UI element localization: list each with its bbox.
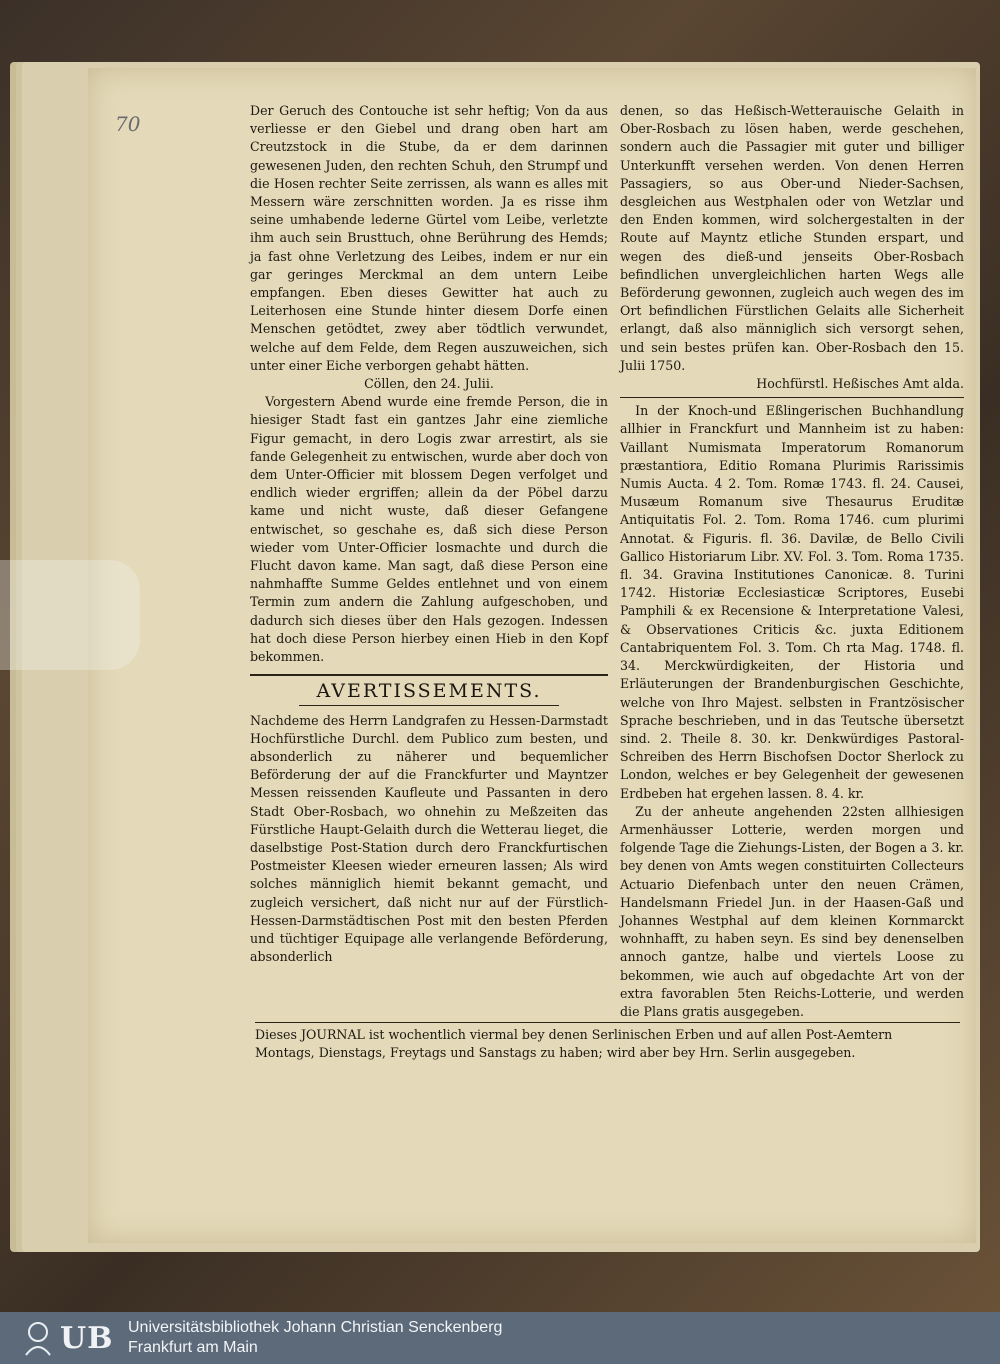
right-paragraph-2: In der Knoch-und Eßlingerischen Buchhandlung allhier in Franckfurt und Mannheim ist zu haben: Vaillant Numismata Imperatorum Romanorum præstantiora, Editio Romana Plurimis Rarissimis Numis Aucta. 4 2. Tom. Romæ 1743. fl. 24. Causei, Musæum Romanum sive Thesaurus Eruditæ Antiquitatis Fol. 2. Tom. Roma 1746. cum plurimi Annotat. & Figuris. fl. 36. Davilæ, de Bello Civili Gallico Historiarum Libr. XV. Fol. 3. Tom. Roma 1735. fl. 34. Gravina Institutiones Canonicæ. 8. Turini 1742. Historiæ Ecclesiasticæ Scriptores, Eusebi Pamphili & ex Recensione & Interpretatione Valesi, & Observationes Criticis &c. juxta Editionem Cantabriquentem Fol. 3. Tom. Ch rta Mag. 1748. fl. 34. Merckwürdigkeiten, der Historia und Erläuterungen der Brandenburgischen Geschichte, welche von Ihro Majest. selbsten in Frantzösischer Sprache beschrieben, und in das Teutsche übersetzt sind. 2. Theile 8. 30. kr. Denkwürdiges Pastoral-Schreiben des Herrn Bischofsen Doctor Sherlock zu London, welches er bey Gelegenheit der gewesenen Erdbeben hat ergehen lassen. 8. 4. kr. <box>620 403 964 801</box>
footer-line-2: Montags, Dienstags, Freytags und Sanstags zu haben; wird aber bey Hrn. Serlin ausgegeben. <box>255 1045 856 1061</box>
banner-text <box>128 1318 502 1358</box>
page-footer <box>255 1022 960 1062</box>
dateline: Cöllen, den 24. Julii. <box>364 376 494 392</box>
logo-text: UB <box>60 1320 114 1356</box>
left-paragraph-2: Vorgestern Abend wurde eine fremde Person, die in hiesiger Stadt fast ein gantzes Jahr eine ziemliche Figur gemacht, in dero Logis zwar arrestirt, als sie fande Gelegenheit zu entwischen, wurde aber doch von dem Unter-Officier mit blossem Degen verfolget und endlich wieder ergriffen; allein da der Pöbel darzu kame und nicht wuste, daß dieser Gefangene entwischet, so geschahe es, daß sich diese Person wieder vom Unter-Officier losmachte und durch die Flucht davon kame. Man sagt, daß diese Person eine nahmhaffte Summe Geldes entlehnet und von einem Termin zum andern die Zahlung aufgeschoben, und dadurch sich dieses über den Hals gezogen. Indessen hat doch diese Person hierbey einen Hieb in den Kopf bekommen. <box>250 394 608 665</box>
bookmark-ribbon <box>0 560 140 670</box>
right-paragraph-1: denen, so das Heßisch-Wetterauische Gelaith in Ober-Rosbach zu lösen haben, werde geschehen, sondern auch die Passagier mit guter und billiger Unterkunfft versehen werden. Von denen Herren Passagiers, so aus Ober-und Nieder-Sachsen, desgleichen aus Westphalen oder von Wetzlar und den Enden kommen, wird solchergestalten in der Route auf Mayntz etliche Stunden erspart, und wegen des dieß-und jenseits Ober-Rosbach befindlichen unvergleichlichen harten Wegs alle Beförderung gewonnen, zugleich auch wegen des im Ort befindlichen Fürstlichen Gelaits alle Sicherheit erlangt, daß also männiglich sich versorgt sehen, und sein bestes prüfen kan. Ober-Rosbach den 15. Julii 1750. <box>620 103 964 373</box>
right-divider <box>620 397 964 398</box>
banner-line-1: Universitätsbibliothek Johann Christian Senckenberg <box>128 1319 503 1336</box>
library-emblem-icon <box>20 1318 56 1358</box>
footer-line-1: Dieses JOURNAL ist wochentlich viermal bey denen Serlinischen Erben und auf allen Post-Aemtern <box>255 1027 893 1042</box>
right-paragraph-3: Zu der anheute angehenden 22sten allhiesigen Armenhäusser Lotterie, werden morgen und folgende Tage die Ziehungs-Listen, der Bogen a 3. kr. bey denen von Amts wegen constituirten Collecteurs Actuario Diefenbach unter den neuen Crämen, Handelsmann Friedel Jun. in der Haasen-Gaß und Johannes Westphal auf dem kleinen Kornmarckt wohnhafft, zu haben seyn. Es sind bey denenselben annoch gantze, halbe und viertels Loose zu bekommen, wie auch auf obgedachte Art von der extra favorablen 5ten Reichs-Lotterie, und werden die Plans gratis ausgegeben. <box>620 803 964 1019</box>
banner-line-2: Frankfurt am Main <box>128 1339 258 1356</box>
section-heading: AVERTISSEMENTS. <box>316 680 542 703</box>
library-banner <box>0 1312 1000 1364</box>
left-paragraph-1: Der Geruch des Contouche ist sehr heftig; Von da aus verliesse er den Giebel und drang oben hart am Creutzstock in die Stube, da er dem darinnen gewesenen Juden, den rechten Schuh, den Strumpf und die Hosen rechter Seite zerrissen, als wann es alles mit Messern wäre zerschnitten worden. Ja es risse ihm seine umhabende lederne Gürtel vom Leibe, verletzte ihm auch sein Brusttuch, ohne Berührung des Hemds; ja fast ohne Verletzung des Leibes, indem er nur ein gar geringes Merckmal an dem untern Leibe empfangen. Eben dieses Gewitter hat auch zu Leiterhosen eine Stunde hinter diesem Dorfe einen Menschen getödtet, zwey aber tödtlich verwundet, welche auf dem Felde, dem Regen auszuweichen, sich unter einer Eiche verborgen gehabt hätten. <box>250 103 608 373</box>
library-logo <box>20 1316 120 1360</box>
heading-underline <box>299 705 559 706</box>
section-divider <box>250 674 608 676</box>
signature-line: Hochfürstl. Heßisches Amt alda. <box>756 376 964 392</box>
left-column <box>250 102 608 966</box>
right-column <box>620 102 964 1021</box>
page-number: 70 <box>115 112 141 136</box>
left-paragraph-3: Nachdeme des Herrn Landgrafen zu Hessen-Darmstadt Hochfürstliche Durchl. dem Publico zum besten, und absonderlich zu näherer und bequemlicher Beförderung der auf die Franckfurter und Mayntzer Messen reissenden Kaufleute und Passanten in dero Stadt Ober-Rosbach, wo ohnehin zu Meßzeiten das Fürstliche Haupt-Gelaith durch die Wetterau lieget, die daselbstige Post-Station durch dero Franckfurtischen Postmeister Kleesen wieder erneuren lassen; Als wird solches männiglich hiemit bekannt gemacht, und zugleich versichert, daß nicht nur auf der Fürstlich-Hessen-Darmstädtischen Post mit den besten Pferden und tüchtiger Equipage alle verlangende Beförderung, absonderlich <box>250 712 608 965</box>
